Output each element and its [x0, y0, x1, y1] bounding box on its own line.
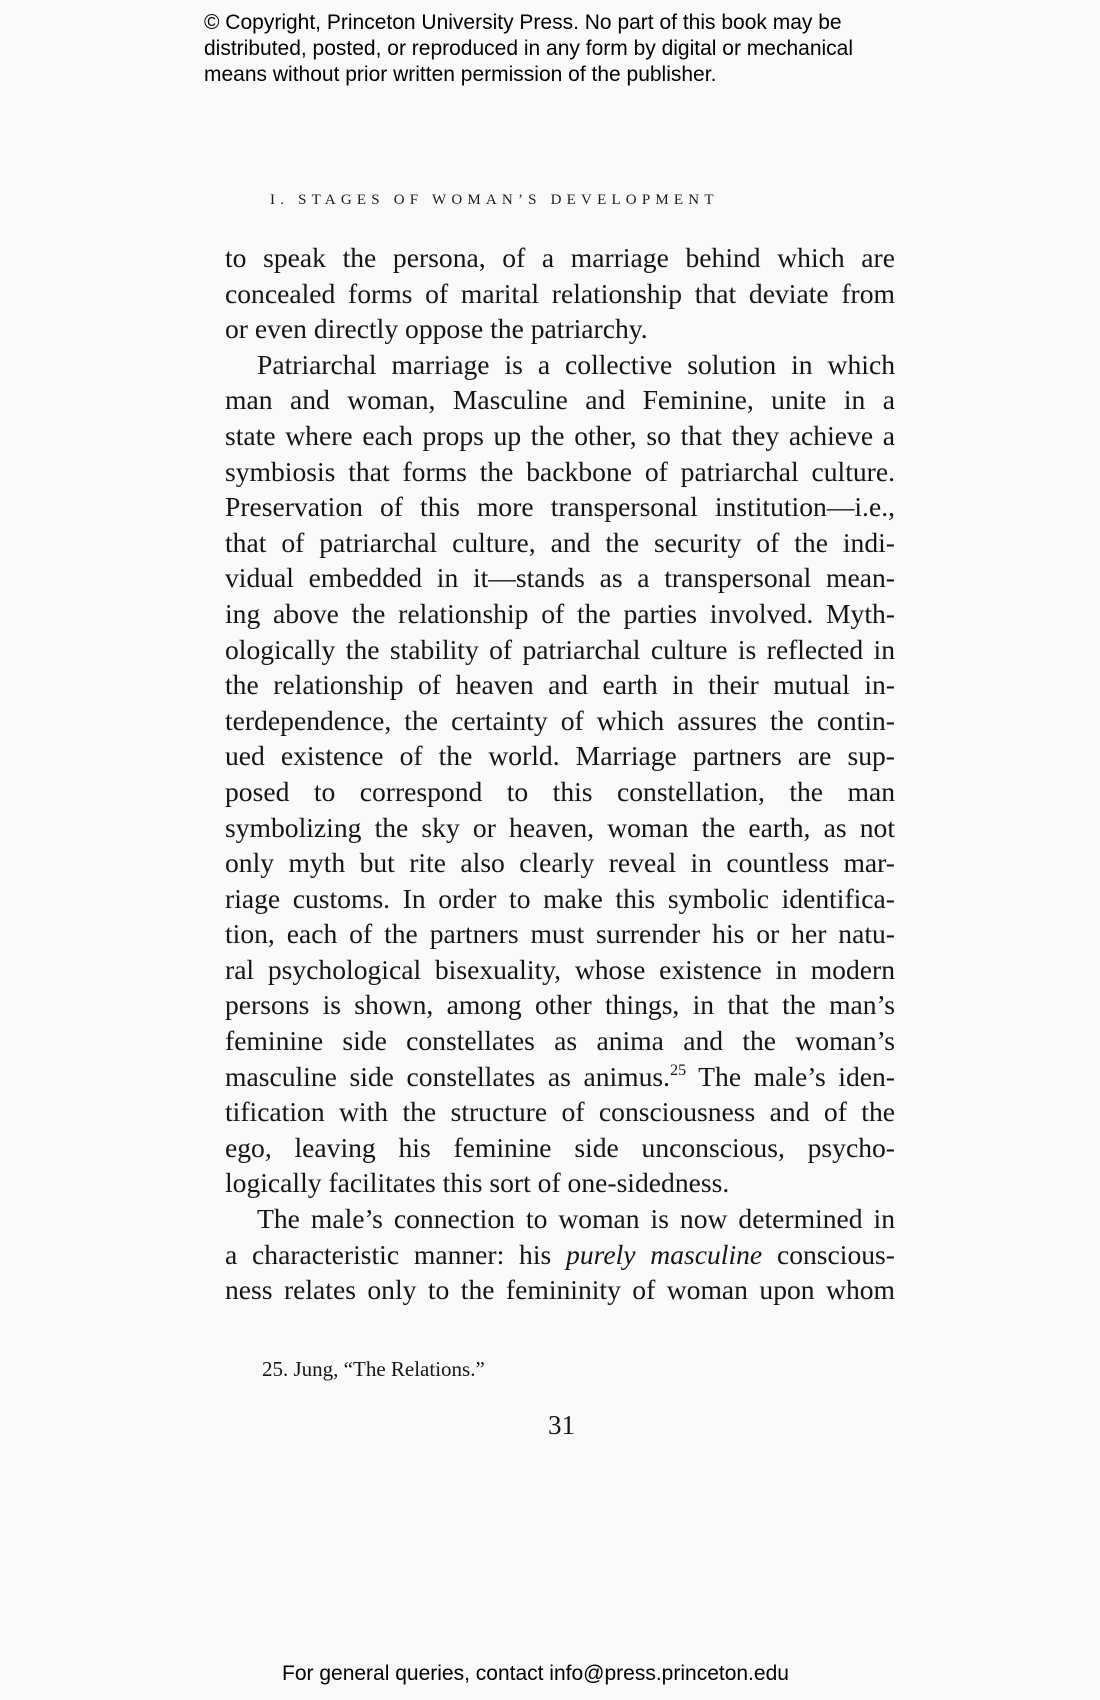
page-number: 31 — [548, 1410, 575, 1440]
text-segment: masculine side constellates as animus. — [225, 1060, 671, 1092]
text-line: riage customs. In order to make this symbolic identifica- — [225, 882, 895, 914]
text-line: ral psychological bisexuality, whose existence in modern — [225, 953, 895, 985]
text-line: the relationship of heaven and earth in their mutual in- — [225, 669, 895, 701]
footnote: 25. Jung, “The Relations.” — [262, 1357, 485, 1381]
copyright-line: distributed, posted, or reproduced in any form by digital or mechanical — [204, 37, 854, 60]
text-line: posed to correspond to this constellation, the man — [225, 775, 895, 807]
contact-line: For general queries, contact info@press.princeton.edu — [282, 1662, 789, 1685]
text-line: feminine side constellates as anima and the woman’s — [225, 1025, 895, 1057]
text-segment: conscious- — [762, 1238, 895, 1270]
text-line: man and woman, Masculine and Feminine, unite in a — [225, 384, 895, 416]
text-line: that of patriarchal culture, and the security of the indi- — [225, 526, 895, 558]
text-line: ologically the stability of patriarchal culture is reflected in — [225, 633, 895, 665]
text-line — [225, 1237, 895, 1273]
copyright-line: means without prior written permission of the publisher. — [204, 63, 717, 86]
text-line: to speak the persona, of a marriage behind which are — [225, 242, 895, 273]
text-line: only myth but rite also clearly reveal in countless mar- — [225, 847, 895, 879]
text-line: state where each props up the other, so that they achieve a — [225, 419, 895, 451]
text-line: symbolizing the sky or heaven, woman the earth, as not — [225, 811, 895, 843]
copyright-line: © Copyright, Princeton University Press. No part of this book may be — [204, 11, 842, 34]
text-segment: a characteristic manner: his — [225, 1238, 567, 1270]
text-line: terdependence, the certainty of which assures the contin- — [225, 704, 895, 736]
text-line: tion, each of the partners must surrender his or her natu- — [225, 918, 895, 950]
text-line: concealed forms of marital relationship that deviate from — [225, 277, 895, 309]
text-line: Preservation of this more transpersonal institution—i.e., — [225, 491, 895, 523]
text-line: or even directly oppose the patriarchy. — [225, 313, 648, 345]
italic-emphasis: purely masculine — [566, 1238, 763, 1270]
text-line: ued existence of the world. Marriage partners are sup- — [225, 740, 895, 772]
text-segment: The male’s iden- — [686, 1060, 896, 1092]
text-line: Patriarchal marriage is a collective solution in which — [257, 348, 895, 380]
text-line: logically facilitates this sort of one-sidedness. — [225, 1167, 730, 1199]
text-line: ing above the relationship of the parties involved. Myth- — [225, 597, 895, 629]
text-line: The male’s connection to woman is now determined in — [257, 1203, 895, 1235]
text-line: ness relates only to the femininity of woman upon whom — [225, 1274, 895, 1306]
text-line — [225, 1059, 895, 1095]
text-line: vidual embedded in it—stands as a transpersonal mean- — [225, 562, 895, 594]
copyright-notice — [204, 10, 924, 88]
text-line: symbiosis that forms the backbone of patriarchal culture. — [225, 455, 895, 487]
body-text — [225, 240, 895, 1308]
text-line: ego, leaving his feminine side unconscious, psycho- — [225, 1131, 895, 1163]
text-line: persons is shown, among other things, in that the man’s — [225, 989, 895, 1021]
text-line: tification with the structure of consciousness and of the — [225, 1096, 895, 1128]
running-head: I. STAGES OF WOMAN’S DEVELOPMENT — [270, 192, 719, 208]
footnote-reference: 25 — [670, 1061, 687, 1079]
